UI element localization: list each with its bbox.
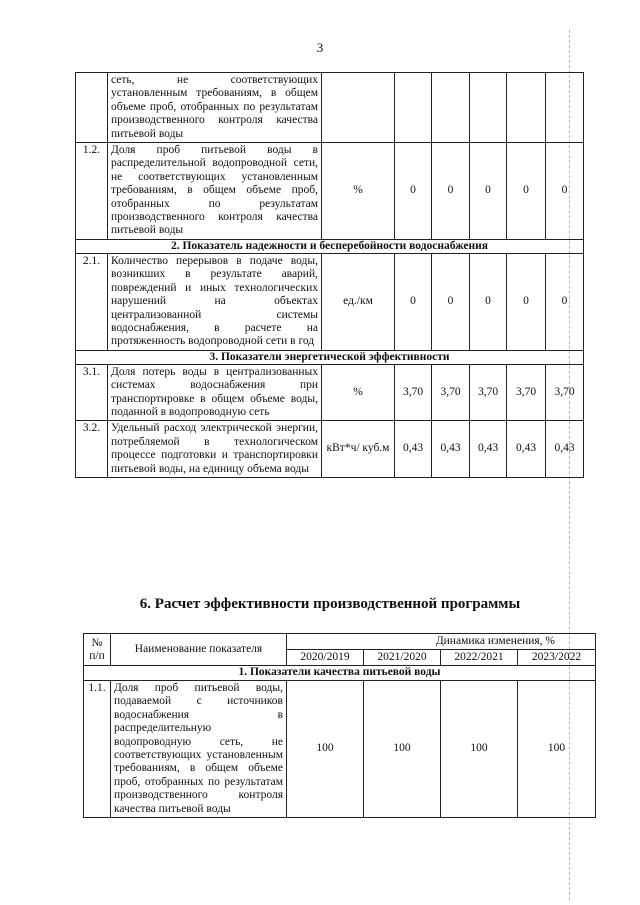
header-num: № п/п	[84, 634, 111, 666]
efficiency-table	[83, 633, 596, 818]
row-value: 0,43	[507, 421, 546, 478]
row-description: Удельный расход электрической энергии, потребляемой в технологическом процессе подготовки и транспортировки питьевой воды, на единицу объема воды	[108, 421, 322, 478]
row-value: 0	[432, 143, 470, 240]
row-value: 0	[546, 253, 584, 350]
section-row: 2. Показатель надежности и бесперебойности водоснабжения	[76, 239, 584, 253]
row-value: 0	[507, 253, 546, 350]
row-value	[546, 73, 584, 143]
row-value: 3,70	[470, 364, 507, 421]
row-value: 0	[395, 143, 432, 240]
header-period: 2021/2020	[364, 650, 441, 666]
header-period: 2023/2022	[518, 650, 596, 666]
row-value: 0,43	[432, 421, 470, 478]
row-number: 1.1.	[84, 681, 111, 818]
section-row: 3. Показатели энергетической эффективности	[76, 350, 584, 364]
row-value: 0	[432, 253, 470, 350]
row-value	[507, 73, 546, 143]
page-number: 3	[316, 40, 324, 55]
row-number: 1.2.	[76, 143, 108, 240]
row-unit: %	[322, 364, 395, 421]
row-value: 0	[507, 143, 546, 240]
row-value: 3,70	[395, 364, 432, 421]
header-period: 2020/2019	[287, 650, 364, 666]
row-number: 3.1.	[76, 364, 108, 421]
row-unit	[322, 73, 395, 143]
row-value: 3,70	[507, 364, 546, 421]
row-value: 0	[395, 253, 432, 350]
row-value: 100	[441, 681, 518, 818]
section-6-title: 6. Расчет эффективности производственной программы	[139, 596, 521, 612]
row-value	[432, 73, 470, 143]
row-value: 0,43	[470, 421, 507, 478]
header-dynamics: Динамика изменения, %	[287, 634, 596, 650]
row-value: 0	[470, 143, 507, 240]
indicators-table	[75, 72, 584, 478]
row-value: 0	[470, 253, 507, 350]
row-unit: кВт*ч/ куб.м	[322, 421, 395, 478]
row-value: 100	[518, 681, 596, 818]
row-value: 0	[546, 143, 584, 240]
row-value	[470, 73, 507, 143]
row-number: 3.2.	[76, 421, 108, 478]
row-value: 0,43	[546, 421, 584, 478]
header-period: 2022/2021	[441, 650, 518, 666]
row-value: 0,43	[395, 421, 432, 478]
row-value: 100	[287, 681, 364, 818]
row-description: Доля проб питьевой воды, подаваемой с источников водоснабжения в распределительную водопроводную сеть, не соответствующих установленным требованиям, в общем объеме проб, отобранных по результатам производственного контроля качества питьевой воды	[111, 681, 287, 818]
row-description: Доля проб питьевой воды в распределительной водопроводной сети, не соответствующих установленным требованиям, в общем объеме проб, отобранных по результатам производственного контроля качества питьевой воды	[108, 143, 322, 240]
row-unit: ед./км	[322, 253, 395, 350]
row-value: 100	[364, 681, 441, 818]
row-number: 2.1.	[76, 253, 108, 350]
header-name: Наименование показателя	[111, 634, 287, 666]
row-unit: %	[322, 143, 395, 240]
row-description: Доля потерь воды в централизованных системах водоснабжения при транспортировке в общем объеме воды, поданной в водопроводную сеть	[108, 364, 322, 421]
row-number	[76, 73, 108, 143]
row-description: Количество перерывов в подаче воды, возникших в результате аварий, повреждений и иных технологических нарушений на объектах централизованной системы водоснабжения, в расчете на протяженность водопроводной сети в год	[108, 253, 322, 350]
row-value: 3,70	[432, 364, 470, 421]
row-description: сеть, не соответствующих установленным требованиям, в общем объеме проб, отобранных по результатам производственного контроля качества питьевой воды	[108, 73, 322, 143]
row-value	[395, 73, 432, 143]
row-value: 3,70	[546, 364, 584, 421]
section-row: 1. Показатели качества питьевой воды	[84, 666, 596, 681]
